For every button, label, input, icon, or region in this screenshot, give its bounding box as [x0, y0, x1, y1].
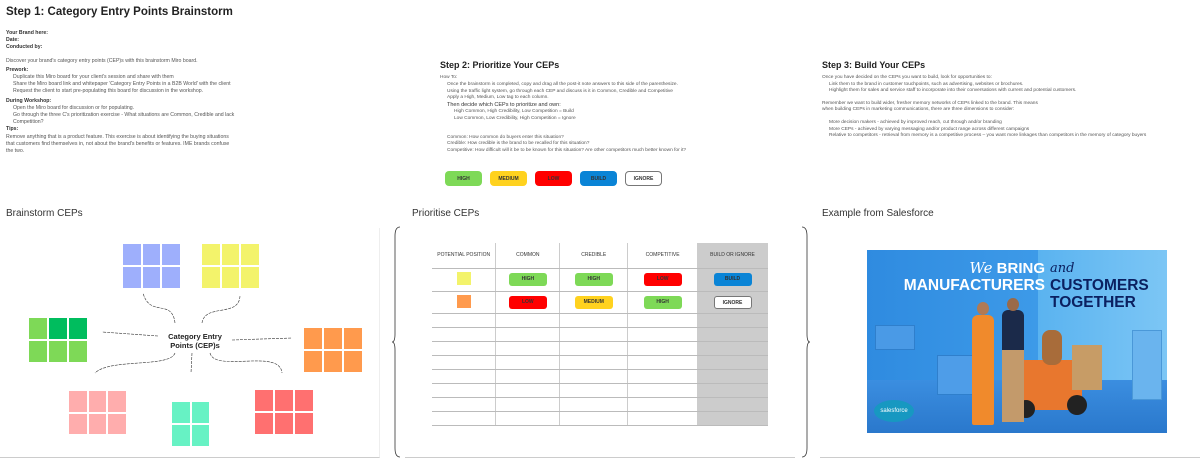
howto-line: Apply a High, Medium, Low tag to each column.	[447, 95, 549, 101]
ad-word-and: and	[1050, 261, 1075, 276]
step2-title: Step 2: Prioritize Your CEPs	[440, 60, 560, 70]
tag-high[interactable]: HIGH	[644, 296, 682, 309]
ad-word-manufacturers: MANUFACTURERS	[903, 277, 1045, 294]
tips-text: Remove anything that is a product feature. This exercise is about identifying the buying situations that customers find themselves in, not about the brand's benefits or features. IME brands confuse the two.	[6, 133, 230, 155]
example-frame	[820, 228, 1200, 458]
ad-headline-left	[875, 260, 1045, 294]
table-row-empty[interactable]	[432, 313, 768, 327]
date-field: Date:	[6, 37, 19, 44]
step1-panel	[6, 6, 236, 155]
brainstorm-frame	[0, 228, 380, 458]
ad-word-bring: BRING	[996, 260, 1045, 277]
tag-high[interactable]: HIGH	[445, 171, 482, 186]
question-line: Credible: How credible is the brand to be recalled for this situation?	[447, 141, 590, 147]
tag-low[interactable]: LOW	[535, 171, 572, 186]
sticky-group-orange[interactable]	[304, 328, 362, 372]
question-line: Competitive: How difficult will it be to be known for this situation? Are other competitors much better known for it?	[447, 148, 687, 154]
prework-item: Duplicate this Miro board for your client's session and share with them	[13, 74, 174, 81]
brand-field: Your Brand here:	[6, 30, 48, 36]
section-example-title: Example from Salesforce	[822, 208, 934, 219]
intro-text: Discover your brand's category entry points (CEP)s with this brainstorm Miro board.	[6, 57, 198, 64]
prioritise-table	[432, 243, 768, 426]
table-row	[432, 268, 768, 291]
tag-ignore[interactable]: IGNORE	[625, 171, 662, 186]
step3-title: Step 3: Build Your CEPs	[822, 60, 926, 70]
section-brainstorm-title: Brainstorm CEPs	[6, 208, 83, 219]
table-row-empty[interactable]	[432, 369, 768, 383]
sticky-group-red[interactable]	[255, 390, 313, 434]
ad-headline-right	[1050, 260, 1149, 311]
tag-high[interactable]: HIGH	[509, 273, 547, 286]
cep-center-label: Category Entry Points (CEP)s	[168, 332, 222, 350]
during-label: During Workshop:	[6, 97, 52, 104]
howto-line: Using the traffic light system, go through each CEP and discuss is it in Common, Credible and Competitive	[447, 88, 673, 94]
sticky-note[interactable]	[457, 295, 471, 308]
left-brace-icon	[392, 226, 402, 458]
tag-ignore[interactable]: IGNORE	[714, 296, 752, 309]
prework-item: Share the Miro board link and whitepaper 'Category Entry Points in a B2B World' with the client	[13, 81, 231, 88]
dimension-line: Relative to competitors - retrieval from memory is a competitive process – you want more linkages than competitors in the memory of category buyers	[829, 133, 1147, 139]
salesforce-ad-image	[867, 250, 1167, 433]
header-potential-position: POTENTIAL POSITION	[432, 243, 496, 268]
tag-high[interactable]: HIGH	[575, 273, 613, 286]
table-row-empty[interactable]	[432, 411, 768, 425]
sticky-group-blue[interactable]	[123, 244, 180, 288]
rule-line: Low Common, Low Credibility, High Competition = Ignore	[454, 115, 576, 121]
table-row-empty[interactable]	[432, 355, 768, 369]
header-credible: CREDIBLE	[560, 243, 628, 268]
tag-build[interactable]: BUILD	[580, 171, 617, 186]
tag-medium[interactable]: MEDIUM	[575, 296, 613, 309]
header-build-or-ignore: BUILD OR IGNORE	[698, 243, 768, 268]
remember-line: Remember we want to build wider, fresher memory networks of CEPs linked to the brand. This means	[822, 100, 1038, 106]
sticky-group-pink[interactable]	[69, 391, 126, 434]
then-line: Then decide which CEPs to prioritize and own:	[447, 102, 561, 109]
opportunity-line: Highlight them for sales and service staff to incorporate into their conversations with current and potential customers.	[829, 88, 1077, 94]
ad-word-customers: CUSTOMERS	[1050, 277, 1149, 294]
during-item: Open the Miro board for discussion or for populating.	[13, 104, 135, 111]
sticky-note[interactable]	[457, 272, 471, 285]
prework-label: Prework:	[6, 66, 29, 73]
right-brace-icon	[800, 226, 810, 458]
remember-line: when building CEPs in marketing communications, there are three dimensions to consider:	[822, 107, 1015, 113]
tag-build[interactable]: BUILD	[714, 273, 752, 286]
dimension-line: More CEPs - achieved by varying messaging and/or product range across different campaigns	[829, 126, 1030, 132]
header-common: COMMON	[496, 243, 560, 268]
tips-label: Tips:	[6, 126, 19, 133]
question-line: Common: How common do buyers enter this situation?	[447, 134, 564, 140]
conducted-field: Conducted by:	[6, 44, 43, 51]
header-competitive: COMPETITIVE	[628, 243, 698, 268]
table-row-empty[interactable]	[432, 327, 768, 341]
dimension-line: More decision makers - achieved by improved reach, cut through and/or branding	[829, 119, 1002, 125]
tag-low[interactable]: LOW	[509, 296, 547, 309]
prioritise-table-wrap	[432, 243, 768, 425]
table-row-empty[interactable]	[432, 397, 768, 411]
sticky-group-teal[interactable]	[172, 402, 209, 446]
table-row	[432, 291, 768, 313]
ad-word-we: We	[969, 259, 993, 277]
step2-panel	[440, 60, 740, 155]
ad-word-together: TOGETHER	[1050, 294, 1136, 311]
prework-item: Request the client to start pre-populating this board for discussion in the workshop.	[13, 88, 204, 95]
salesforce-logo: salesforce	[874, 400, 914, 422]
tag-medium[interactable]: MEDIUM	[490, 171, 527, 186]
sticky-group-yellow[interactable]	[202, 244, 259, 288]
rule-line: High Common, High Credibility, Low Competition = Build	[454, 108, 574, 114]
step3-panel	[822, 60, 1192, 140]
opportunity-line: Link them to the brand in customer touchpoints, such as advertising, websites or brochures.	[829, 81, 1024, 87]
section-prioritise-title: Prioritise CEPs	[412, 208, 480, 219]
step1-title: Step 1: Category Entry Points Brainstorm	[6, 6, 233, 18]
tag-low[interactable]: LOW	[644, 273, 682, 286]
table-row-empty[interactable]	[432, 383, 768, 397]
howto-line: Once the brainstorm is completed, copy and drag all the post-it note answers to this side of the parenthesize.	[447, 81, 678, 87]
step3-intro: Once you have decided on the CEPs you want to build, look for opportunities to:	[822, 75, 992, 80]
sticky-group-green[interactable]	[29, 318, 87, 362]
howto-label: How To:	[440, 75, 458, 80]
table-row-empty[interactable]	[432, 341, 768, 355]
during-item: Go through the three C's prioritization exercise - What situations are Common, Credible and lack Competition?	[13, 112, 235, 126]
